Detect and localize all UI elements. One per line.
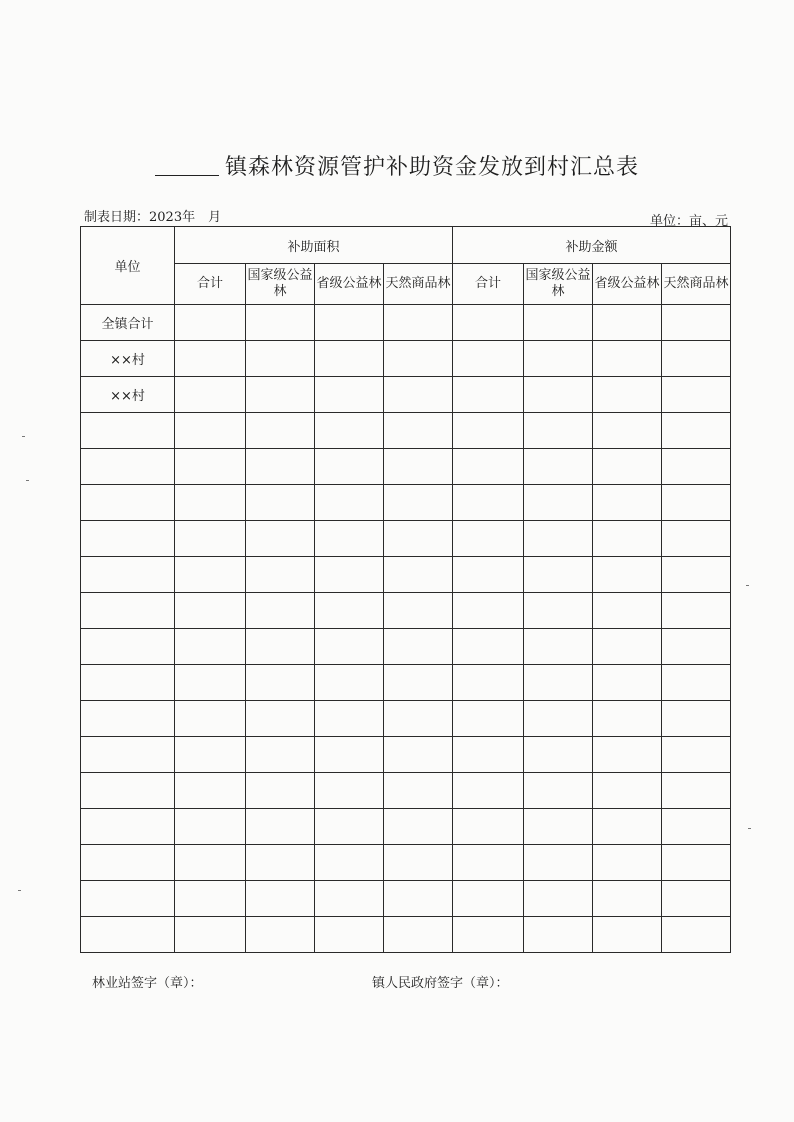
empty-cell bbox=[384, 557, 453, 593]
empty-cell bbox=[662, 881, 731, 917]
empty-cell bbox=[453, 413, 524, 449]
table-row bbox=[81, 737, 731, 773]
table-row bbox=[81, 449, 731, 485]
empty-cell bbox=[246, 809, 315, 845]
row-unit-cell bbox=[81, 737, 175, 773]
empty-cell bbox=[246, 449, 315, 485]
empty-cell bbox=[175, 305, 246, 341]
amount-group-header: 补助金额 bbox=[453, 227, 731, 264]
empty-cell bbox=[593, 845, 662, 881]
area-natural-header: 天然商品林 bbox=[384, 264, 453, 305]
empty-cell bbox=[453, 377, 524, 413]
empty-cell bbox=[662, 413, 731, 449]
empty-cell bbox=[453, 845, 524, 881]
scan-speck bbox=[748, 828, 751, 829]
row-unit-cell bbox=[81, 449, 175, 485]
forestry-station-signature: 林业站签字（章）： bbox=[92, 976, 203, 991]
empty-cell bbox=[246, 305, 315, 341]
empty-cell bbox=[524, 701, 593, 737]
empty-cell bbox=[384, 773, 453, 809]
empty-cell bbox=[662, 845, 731, 881]
empty-cell bbox=[593, 521, 662, 557]
empty-cell bbox=[384, 341, 453, 377]
empty-cell bbox=[315, 305, 384, 341]
empty-cell bbox=[453, 305, 524, 341]
empty-cell bbox=[593, 773, 662, 809]
empty-cell bbox=[175, 701, 246, 737]
table-row bbox=[81, 485, 731, 521]
row-unit-cell bbox=[81, 593, 175, 629]
empty-cell bbox=[524, 665, 593, 701]
empty-cell bbox=[384, 845, 453, 881]
empty-cell bbox=[662, 629, 731, 665]
empty-cell bbox=[384, 665, 453, 701]
unit-label: 单位：亩、元 bbox=[649, 214, 728, 229]
empty-cell bbox=[524, 305, 593, 341]
empty-cell bbox=[662, 449, 731, 485]
empty-cell bbox=[175, 845, 246, 881]
empty-cell bbox=[384, 305, 453, 341]
table-row bbox=[81, 557, 731, 593]
empty-cell bbox=[662, 377, 731, 413]
empty-cell bbox=[453, 449, 524, 485]
row-unit-cell bbox=[81, 701, 175, 737]
empty-cell bbox=[453, 485, 524, 521]
scan-speck bbox=[18, 890, 21, 891]
empty-cell bbox=[246, 845, 315, 881]
empty-cell bbox=[246, 593, 315, 629]
empty-cell bbox=[384, 809, 453, 845]
empty-cell bbox=[384, 917, 453, 953]
area-group-header: 补助面积 bbox=[175, 227, 453, 264]
empty-cell bbox=[384, 629, 453, 665]
empty-cell bbox=[315, 917, 384, 953]
empty-cell bbox=[662, 773, 731, 809]
empty-cell bbox=[246, 341, 315, 377]
empty-cell bbox=[246, 881, 315, 917]
empty-cell bbox=[175, 557, 246, 593]
row-unit-cell bbox=[81, 809, 175, 845]
town-government-signature: 镇人民政府签字（章）： bbox=[372, 976, 509, 991]
empty-cell bbox=[453, 881, 524, 917]
empty-cell bbox=[453, 593, 524, 629]
empty-cell bbox=[524, 917, 593, 953]
empty-cell bbox=[524, 341, 593, 377]
empty-cell bbox=[524, 881, 593, 917]
empty-cell bbox=[315, 413, 384, 449]
empty-cell bbox=[246, 917, 315, 953]
empty-cell bbox=[315, 809, 384, 845]
empty-cell bbox=[315, 665, 384, 701]
empty-cell bbox=[175, 485, 246, 521]
empty-cell bbox=[524, 773, 593, 809]
empty-cell bbox=[593, 665, 662, 701]
empty-cell bbox=[246, 521, 315, 557]
empty-cell bbox=[315, 557, 384, 593]
empty-cell bbox=[662, 665, 731, 701]
area-provincial-header: 省级公益林 bbox=[315, 264, 384, 305]
table-row bbox=[81, 809, 731, 845]
empty-cell bbox=[593, 701, 662, 737]
empty-cell bbox=[246, 773, 315, 809]
empty-cell bbox=[453, 701, 524, 737]
empty-cell bbox=[175, 341, 246, 377]
empty-cell bbox=[524, 413, 593, 449]
empty-cell bbox=[246, 557, 315, 593]
table-row bbox=[81, 917, 731, 953]
empty-cell bbox=[453, 629, 524, 665]
empty-cell bbox=[453, 521, 524, 557]
empty-cell bbox=[315, 377, 384, 413]
summary-table bbox=[80, 226, 731, 953]
empty-cell bbox=[524, 593, 593, 629]
empty-cell bbox=[315, 485, 384, 521]
empty-cell bbox=[315, 629, 384, 665]
empty-cell bbox=[524, 809, 593, 845]
empty-cell bbox=[175, 413, 246, 449]
empty-cell bbox=[384, 377, 453, 413]
empty-cell bbox=[246, 485, 315, 521]
empty-cell bbox=[175, 881, 246, 917]
form-title bbox=[0, 150, 794, 181]
empty-cell bbox=[384, 521, 453, 557]
town-name-blank bbox=[155, 155, 219, 176]
empty-cell bbox=[315, 881, 384, 917]
table-row bbox=[81, 305, 731, 341]
empty-cell bbox=[524, 521, 593, 557]
empty-cell bbox=[662, 485, 731, 521]
empty-cell bbox=[453, 737, 524, 773]
empty-cell bbox=[315, 773, 384, 809]
empty-cell bbox=[453, 341, 524, 377]
row-unit-cell: ××村 bbox=[81, 341, 175, 377]
empty-cell bbox=[593, 557, 662, 593]
row-unit-cell bbox=[81, 557, 175, 593]
scan-speck bbox=[746, 585, 749, 586]
empty-cell bbox=[662, 305, 731, 341]
unit-header: 单位 bbox=[81, 227, 175, 305]
amount-natural-header: 天然商品林 bbox=[662, 264, 731, 305]
table-row bbox=[81, 845, 731, 881]
empty-cell bbox=[524, 845, 593, 881]
empty-cell bbox=[593, 305, 662, 341]
empty-cell bbox=[524, 485, 593, 521]
row-unit-cell bbox=[81, 629, 175, 665]
empty-cell bbox=[453, 809, 524, 845]
empty-cell bbox=[662, 593, 731, 629]
scan-speck bbox=[22, 436, 25, 437]
empty-cell bbox=[246, 701, 315, 737]
area-total-header: 合计 bbox=[175, 264, 246, 305]
empty-cell bbox=[315, 593, 384, 629]
empty-cell bbox=[662, 809, 731, 845]
empty-cell bbox=[662, 701, 731, 737]
empty-cell bbox=[453, 557, 524, 593]
empty-cell bbox=[175, 593, 246, 629]
empty-cell bbox=[315, 701, 384, 737]
empty-cell bbox=[524, 449, 593, 485]
empty-cell bbox=[593, 449, 662, 485]
table-row bbox=[81, 593, 731, 629]
row-unit-cell bbox=[81, 485, 175, 521]
empty-cell bbox=[524, 377, 593, 413]
table-row bbox=[81, 377, 731, 413]
empty-cell bbox=[593, 413, 662, 449]
empty-cell bbox=[246, 665, 315, 701]
empty-cell bbox=[384, 593, 453, 629]
empty-cell bbox=[593, 629, 662, 665]
date-label: 制表日期：2023年 月 bbox=[84, 210, 222, 225]
empty-cell bbox=[175, 629, 246, 665]
empty-cell bbox=[593, 377, 662, 413]
empty-cell bbox=[384, 413, 453, 449]
empty-cell bbox=[175, 809, 246, 845]
form-title-text: 镇森林资源管护补助资金发放到村汇总表 bbox=[224, 155, 639, 180]
empty-cell bbox=[593, 485, 662, 521]
empty-cell bbox=[175, 449, 246, 485]
amount-provincial-header: 省级公益林 bbox=[593, 264, 662, 305]
empty-cell bbox=[175, 773, 246, 809]
row-unit-cell bbox=[81, 521, 175, 557]
empty-cell bbox=[175, 521, 246, 557]
empty-cell bbox=[662, 917, 731, 953]
table-row bbox=[81, 521, 731, 557]
row-unit-cell bbox=[81, 665, 175, 701]
row-unit-cell: ××村 bbox=[81, 377, 175, 413]
table-row bbox=[81, 629, 731, 665]
empty-cell bbox=[384, 881, 453, 917]
row-unit-cell bbox=[81, 413, 175, 449]
table-row bbox=[81, 665, 731, 701]
empty-cell bbox=[593, 341, 662, 377]
table-row bbox=[81, 413, 731, 449]
row-unit-cell bbox=[81, 881, 175, 917]
empty-cell bbox=[593, 737, 662, 773]
table-row bbox=[81, 773, 731, 809]
empty-cell bbox=[246, 413, 315, 449]
empty-cell bbox=[384, 701, 453, 737]
empty-cell bbox=[384, 737, 453, 773]
table-row bbox=[81, 881, 731, 917]
empty-cell bbox=[593, 593, 662, 629]
empty-cell bbox=[662, 521, 731, 557]
empty-cell bbox=[524, 629, 593, 665]
area-national-header: 国家级公益林 bbox=[246, 264, 315, 305]
empty-cell bbox=[453, 665, 524, 701]
empty-cell bbox=[384, 485, 453, 521]
amount-national-header: 国家级公益林 bbox=[524, 264, 593, 305]
empty-cell bbox=[524, 557, 593, 593]
amount-total-header: 合计 bbox=[453, 264, 524, 305]
table-row bbox=[81, 701, 731, 737]
empty-cell bbox=[246, 377, 315, 413]
empty-cell bbox=[593, 881, 662, 917]
empty-cell bbox=[175, 737, 246, 773]
empty-cell bbox=[453, 773, 524, 809]
table-row bbox=[81, 341, 731, 377]
empty-cell bbox=[246, 737, 315, 773]
empty-cell bbox=[175, 917, 246, 953]
empty-cell bbox=[315, 845, 384, 881]
empty-cell bbox=[593, 809, 662, 845]
empty-cell bbox=[246, 629, 315, 665]
row-unit-cell: 全镇合计 bbox=[81, 305, 175, 341]
empty-cell bbox=[662, 737, 731, 773]
empty-cell bbox=[175, 665, 246, 701]
empty-cell bbox=[662, 341, 731, 377]
empty-cell bbox=[524, 737, 593, 773]
empty-cell bbox=[662, 557, 731, 593]
scan-speck bbox=[26, 480, 29, 481]
empty-cell bbox=[315, 521, 384, 557]
row-unit-cell bbox=[81, 917, 175, 953]
empty-cell bbox=[453, 917, 524, 953]
empty-cell bbox=[384, 449, 453, 485]
row-unit-cell bbox=[81, 773, 175, 809]
empty-cell bbox=[175, 377, 246, 413]
empty-cell bbox=[315, 341, 384, 377]
empty-cell bbox=[315, 449, 384, 485]
empty-cell bbox=[593, 917, 662, 953]
row-unit-cell bbox=[81, 845, 175, 881]
empty-cell bbox=[315, 737, 384, 773]
